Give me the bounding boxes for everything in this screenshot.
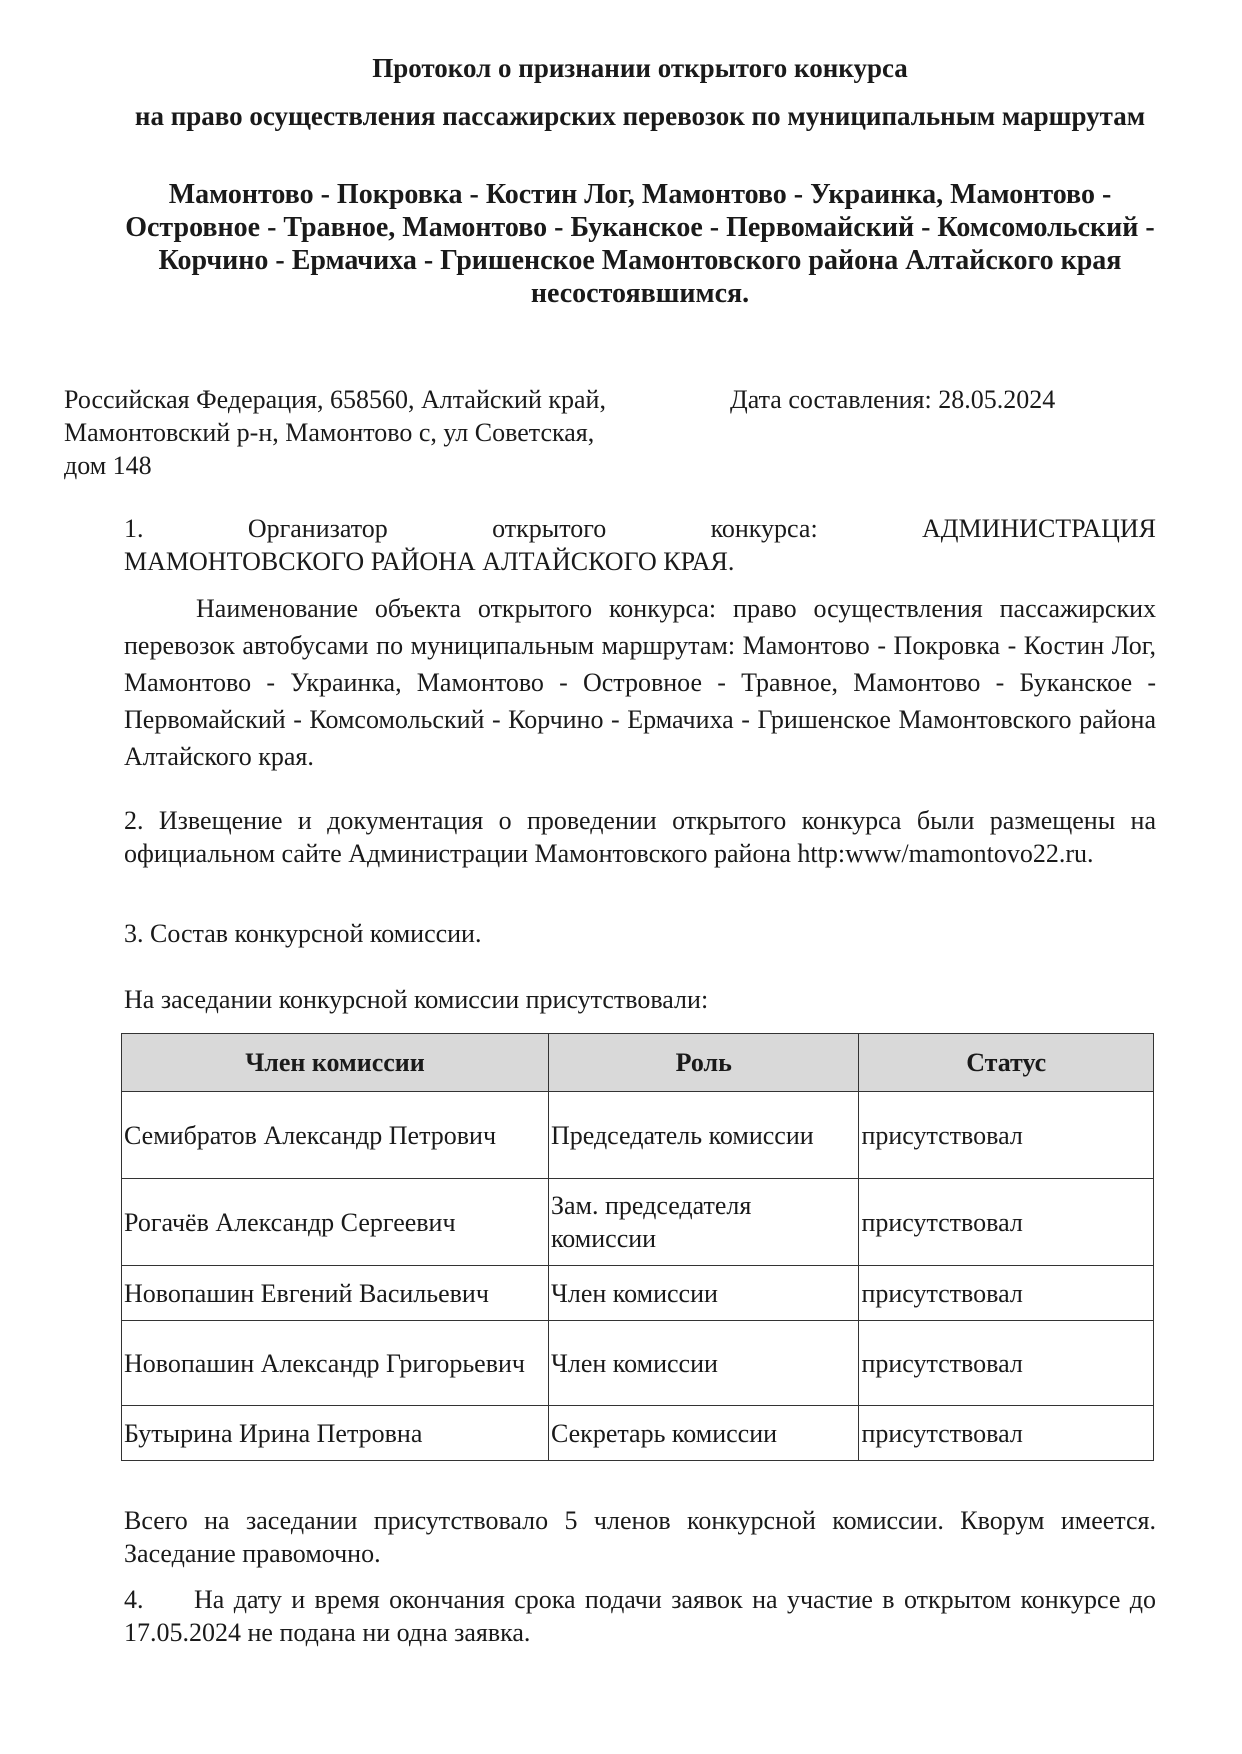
section-1-word: Организатор	[247, 514, 388, 543]
document-date: Дата составления: 28.05.2024	[730, 385, 1056, 414]
section-4-text: На дату и время окончания срока подачи заявок на участие в открытом конкурсе до 17.05.2024 не подана ни одна заявка.	[124, 1585, 1156, 1647]
member-role: Член комиссии	[548, 1321, 858, 1406]
commission-table	[121, 1033, 1154, 1461]
member-name: Семибратов Александр Петрович	[122, 1092, 549, 1179]
member-name: Рогачёв Александр Сергеевич	[122, 1179, 549, 1266]
member-status: присутствовал	[859, 1179, 1154, 1266]
member-role: Председатель комиссии	[548, 1092, 858, 1179]
section-1-word: конкурса:	[710, 514, 818, 543]
table-row	[122, 1321, 1154, 1406]
member-name: Новопашин Александр Григорьевич	[122, 1321, 549, 1406]
section-1-number: 1.	[124, 514, 144, 543]
organizer-address: Российская Федерация, 658560, Алтайский край, Мамонтовский р-н, Мамонтово с, ул Советская, дом 148	[64, 385, 606, 480]
table-row	[122, 1266, 1154, 1321]
section-4-number: 4.	[124, 1585, 144, 1614]
table-row	[122, 1092, 1154, 1179]
table-row	[122, 1406, 1154, 1461]
section-1-continuation: МАМОНТОВСКОГО РАЙОНА АЛТАЙСКОГО КРАЯ.	[124, 547, 735, 576]
section-1-word: открытого	[492, 514, 607, 543]
member-status: присутствовал	[859, 1266, 1154, 1321]
member-status: присутствовал	[859, 1406, 1154, 1461]
competition-object: Наименование объекта открытого конкурса: право осуществления пассажирских перевозок автобусами по муниципальным маршрутам: Мамонтово - Покровка - Костин Лог, Мамонтово - Украинка, Мамонтово - Островное - Травное, Мамонтово - Буканское - Первомайский - Комсомольский - Корчино - Ермачиха - Гришенское Мамонтовского района Алтайского края.	[124, 594, 1156, 771]
routes-title: Мамонтово - Покровка - Костин Лог, Мамонтово - Украинка, Мамонтово - Островное - Травное, Мамонтово - Буканское - Первомайский - Комсомольский - Корчино - Ермачиха - Гришенское Мамонтовского района Алтайского края несостоявшимся.	[125, 179, 1155, 309]
member-name: Новопашин Евгений Васильевич	[122, 1266, 549, 1321]
section-2-notice: 2. Извещение и документация о проведении открытого конкурса были размещены на официальном сайте Администрации Мамонтовского района http:www/mamontovo22.ru.	[124, 806, 1156, 868]
column-header-role: Роль	[548, 1034, 858, 1092]
table-row	[122, 1179, 1154, 1266]
member-role: Член комиссии	[548, 1266, 858, 1321]
attendance-intro: На заседании конкурсной комиссии присутствовали:	[124, 985, 709, 1014]
member-status: присутствовал	[859, 1321, 1154, 1406]
member-role: Зам. председателя комиссии	[548, 1179, 858, 1266]
column-header-member: Член комиссии	[122, 1034, 549, 1092]
member-name: Бутырина Ирина Петровна	[122, 1406, 549, 1461]
member-status: присутствовал	[859, 1092, 1154, 1179]
member-role: Секретарь комиссии	[548, 1406, 858, 1461]
section-3-commission: 3. Состав конкурсной комиссии.	[124, 919, 482, 948]
section-4-applications	[124, 1583, 1156, 1649]
column-header-status: Статус	[859, 1034, 1154, 1092]
table-header-row	[122, 1034, 1154, 1092]
document-title: Протокол о признании открытого конкурса	[372, 53, 908, 83]
document-subtitle: на право осуществления пассажирских перевозок по муниципальным маршрутам	[134, 101, 1146, 131]
section-1-word: АДМИНИСТРАЦИЯ	[922, 514, 1156, 543]
section-1-organizer	[124, 512, 1156, 578]
quorum-statement: Всего на заседании присутствовало 5 членов конкурсной комиссии. Кворум имеется. Заседание правомочно.	[124, 1506, 1156, 1568]
